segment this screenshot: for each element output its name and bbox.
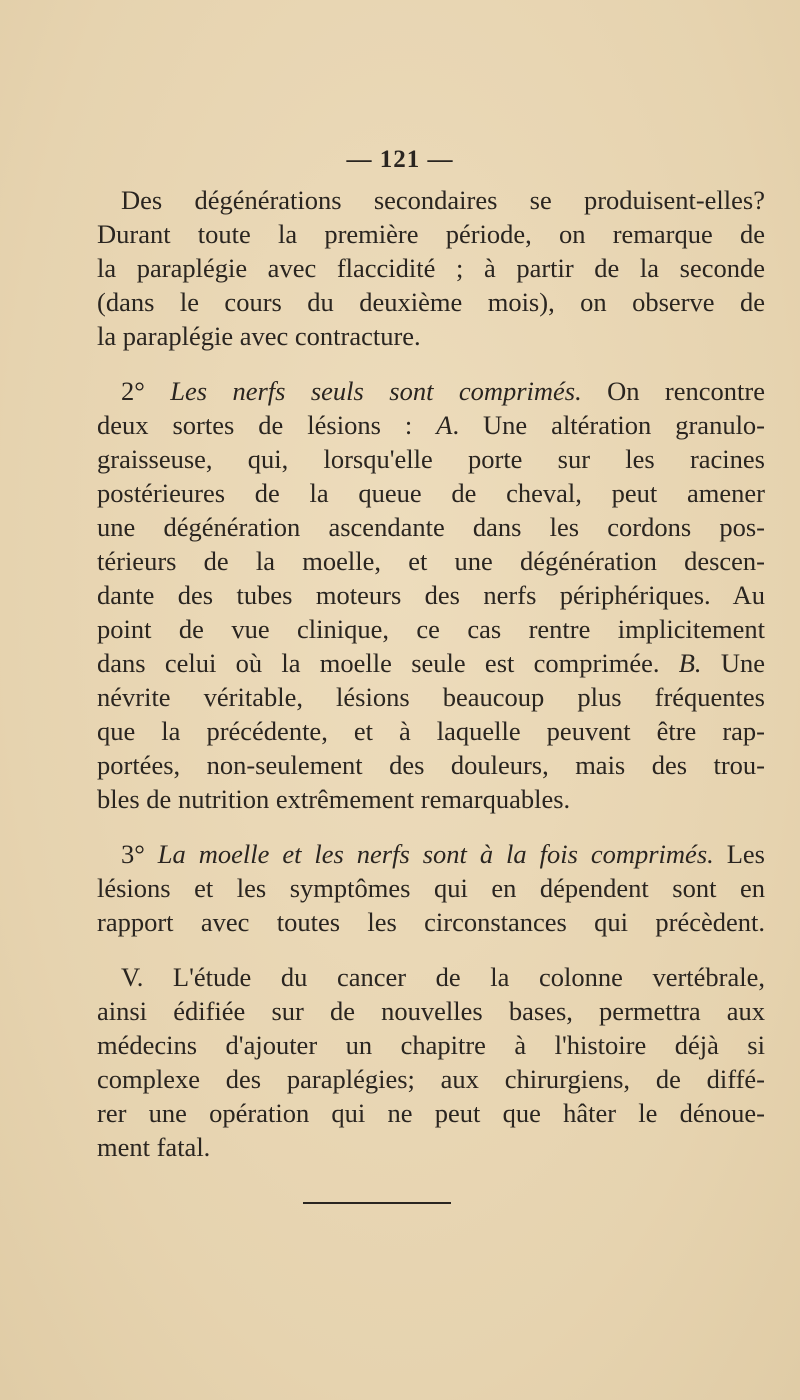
page-number: — 121 — (346, 146, 454, 173)
text-segment: que la précédente, et à laquelle peuvent être rap- (97, 716, 765, 746)
text-segment: V. L'étude du cancer de la colonne vertébrale, (121, 962, 765, 992)
text-segment: ment fatal. (97, 1132, 211, 1162)
paragraph (97, 837, 765, 939)
text-segment: complexe des paraplégies; aux chirurgiens, de diffé- (97, 1064, 765, 1094)
paragraph (97, 183, 765, 353)
text-line (97, 408, 765, 442)
italic-text: A (436, 410, 453, 440)
text-segment: 2° (121, 376, 171, 406)
text-segment: rer une opération qui ne peut que hâter le dénoue- (97, 1098, 765, 1128)
text-line (97, 510, 765, 544)
text-line (97, 612, 765, 646)
text-line (97, 871, 765, 905)
text-line (97, 837, 765, 871)
text-line (97, 748, 765, 782)
paragraph (97, 960, 765, 1164)
text-segment: . Une altération granulo- (452, 410, 765, 440)
text-line (97, 374, 765, 408)
text-segment: une dégénération ascendante dans les cordons pos- (97, 512, 765, 542)
end-rule-divider (303, 1202, 451, 1204)
text-line (97, 285, 765, 319)
text-line (97, 544, 765, 578)
text-segment: ainsi édifiée sur de nouvelles bases, permettra aux (97, 996, 765, 1026)
text-segment: médecins d'ajouter un chapitre à l'histoire déjà si (97, 1030, 765, 1060)
text-segment: postérieures de la queue de cheval, peut amener (97, 478, 765, 508)
text-segment: la paraplégie avec flaccidité ; à partir de la seconde (97, 253, 765, 283)
text-line (97, 578, 765, 612)
text-line (97, 1096, 765, 1130)
text-line (97, 442, 765, 476)
text-line (97, 251, 765, 285)
text-line (97, 476, 765, 510)
text-line (97, 217, 765, 251)
text-segment: portées, non-seulement des douleurs, mais des trou- (97, 750, 765, 780)
text-line (97, 960, 765, 994)
text-line (97, 994, 765, 1028)
text-segment: lésions et les symptômes qui en dépendent sont en (97, 873, 765, 903)
text-line (97, 1130, 765, 1164)
body-text (97, 183, 765, 1185)
text-segment: Une (701, 648, 765, 678)
text-line (97, 714, 765, 748)
text-segment: dans celui où la moelle seule est comprimée. (97, 648, 679, 678)
text-segment: (dans le cours du deuxième mois), on observe de (97, 287, 765, 317)
text-segment: deux sortes de lésions : (97, 410, 437, 440)
text-line (97, 646, 765, 680)
text-line (97, 183, 765, 217)
text-segment: On rencontre (581, 376, 765, 406)
text-segment: Les (713, 839, 765, 869)
text-line (97, 680, 765, 714)
text-line (97, 905, 765, 939)
text-segment: graisseuse, qui, lorsqu'elle porte sur les racines (97, 444, 765, 474)
text-line (97, 1062, 765, 1096)
italic-text: B. (678, 648, 702, 678)
text-segment: Des dégénérations secondaires se produisent-elles? (121, 185, 765, 215)
text-line (97, 319, 765, 353)
text-segment: 3° (121, 839, 158, 869)
text-segment: dante des tubes moteurs des nerfs périphériques. Au (97, 580, 765, 610)
text-segment: rapport avec toutes les circonstances qui précèdent. (97, 907, 765, 937)
text-segment: névrite véritable, lésions beaucoup plus fréquentes (97, 682, 765, 712)
text-segment: bles de nutrition extrêmement remarquables. (97, 784, 571, 814)
text-segment: térieurs de la moelle, et une dégénération descen- (97, 546, 765, 576)
text-line (97, 1028, 765, 1062)
paragraph (97, 374, 765, 816)
text-segment: point de vue clinique, ce cas rentre implicitement (97, 614, 765, 644)
text-segment: Durant toute la première période, on remarque de (97, 219, 765, 249)
text-segment: la paraplégie avec contracture. (97, 321, 421, 351)
italic-text: Les nerfs seuls sont comprimés. (170, 376, 582, 406)
text-line (97, 782, 765, 816)
italic-text: La moelle et les nerfs sont à la fois comprimés. (157, 839, 714, 869)
